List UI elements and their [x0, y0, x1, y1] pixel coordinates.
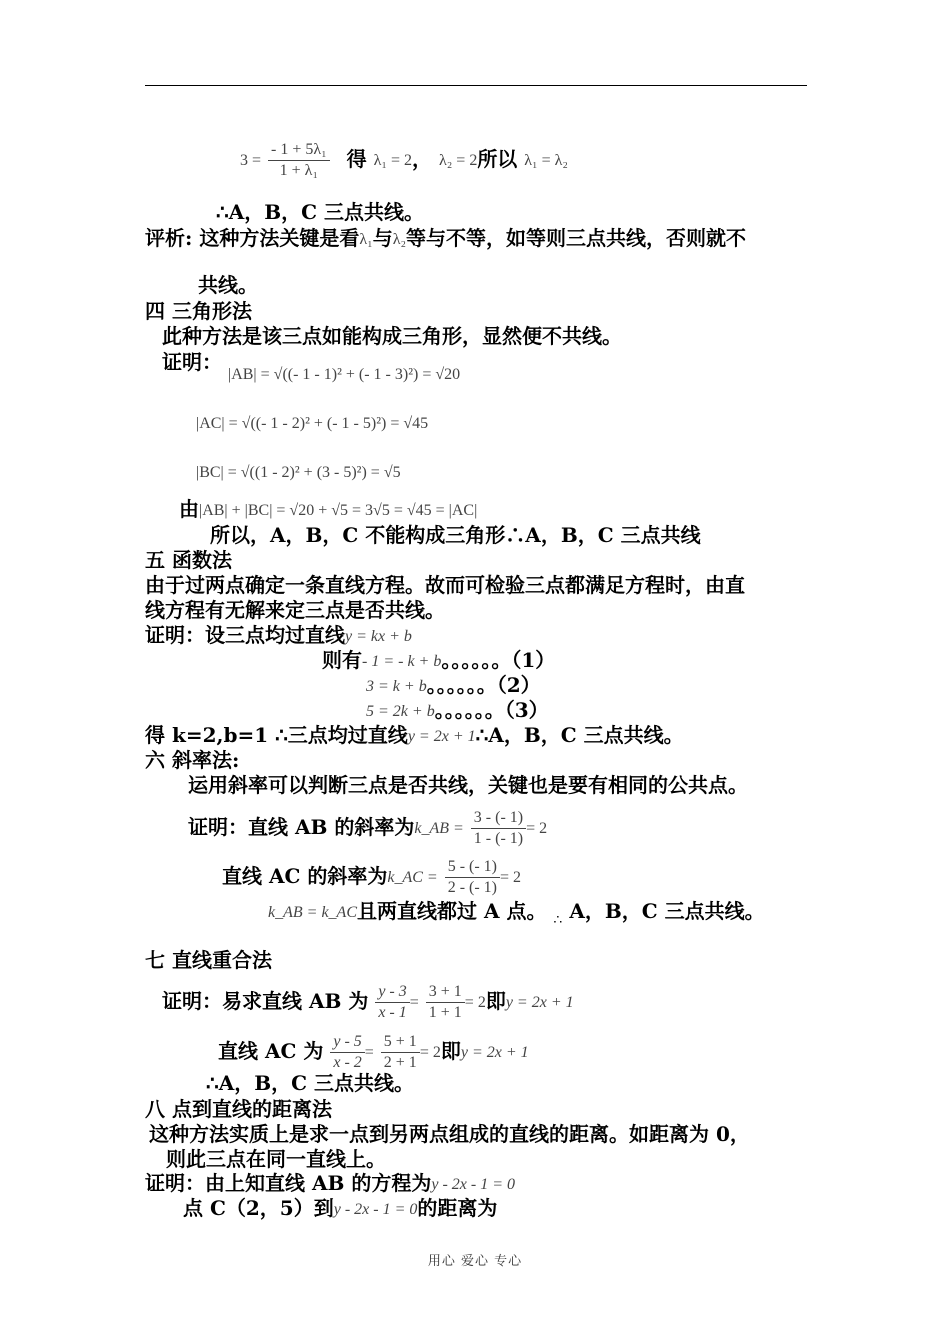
comment-cont: 共线。 [198, 273, 258, 297]
bc-length [196, 458, 401, 486]
section5-proof [145, 622, 412, 650]
result-text: 得 k=2,b=1 ∴三点均过直线 [145, 723, 408, 747]
kac-fraction: $\frac{5 - (- 1)}{2 - (- 1)}$ [445, 857, 500, 898]
ac-length [196, 409, 428, 437]
line-result: y = 2x + 1 [505, 993, 574, 1011]
slope-ac [222, 857, 521, 898]
slope-ab [188, 808, 547, 849]
section6-title: 六 斜率法: [145, 748, 240, 772]
header-rule [145, 85, 807, 86]
line-ab-text: 证明：易求直线 AB 为 [162, 989, 369, 1013]
slope-concl: A，B，C 三点共线。 [569, 899, 765, 923]
line-eq: y = kx + b [345, 627, 412, 645]
eq3: 5 = 2k + b [366, 702, 435, 720]
sum-formula: |AB| + |BC| = √20 + √5 = 3√5 = √45 = |AC| [199, 501, 478, 519]
proof-text: 证明：由上知直线 AB 的方程为 [145, 1171, 432, 1195]
comment-text-2: 等与不等，如等则三点共线，否则就不 [406, 226, 747, 250]
slope-ab-text: 证明：直线 AB 的斜率为 [188, 815, 415, 839]
result-line: y = 2x + 1 [407, 727, 476, 745]
eq1: - 1 = - k + b [362, 652, 442, 670]
num1: （1） [511, 648, 556, 672]
section6-desc: 运用斜率可以判断三点是否共线，关键也是要有相同的公共点。 [188, 773, 748, 797]
g-value: = 2 [419, 1043, 441, 1061]
equation-3 [366, 697, 549, 725]
g2-fraction: $\frac{5 + 1}{2 + 1}$ [381, 1032, 420, 1073]
slopes-equal: k_AB = k_AC [268, 903, 357, 921]
line-ac-text: 直线 AC 为 [218, 1039, 324, 1063]
ji-text: 即 [485, 989, 506, 1013]
point-text: 点 C（2，5）到 [183, 1196, 334, 1220]
conclusion-line: ∴A，B，C 三点共线。 [216, 200, 425, 224]
ji-text: 即 [440, 1039, 461, 1063]
ac-formula: |AC| = √((- 1 - 2)² + (- 1 - 5)²) = √45 [196, 414, 429, 432]
section7-conclusion: ∴A，B，C 三点共线。 [206, 1071, 415, 1095]
section8-desc2: 则此三点在同一直线上。 [166, 1147, 386, 1171]
equation-2 [366, 672, 541, 700]
zeyou-text: 则有 [322, 648, 362, 672]
therefore-symbol: ∴ [553, 912, 563, 928]
section4-desc: 此种方法是该三点如能构成三角形，显然便不共线。 [162, 324, 622, 348]
f2-fraction: $\frac{3 + 1}{1 + 1}$ [426, 982, 465, 1023]
section4-conclusion: 所以，A，B，C 不能构成三角形∴A，B，C 三点共线 [210, 523, 701, 547]
de-text: 得 [346, 147, 367, 171]
ab-length [228, 360, 460, 388]
dots: 。。。。。。 [434, 698, 505, 722]
f-value: = 2 [464, 993, 486, 1011]
num3: （3） [504, 698, 549, 722]
section4-title: 四 三角形法 [145, 299, 252, 323]
section8-desc1: 这种方法实质上是求一点到另两点组成的直线的距离。如距离为 0， [149, 1122, 750, 1146]
section5-desc2: 线方程有无解来定三点是否共线。 [145, 598, 445, 622]
g1-fraction: $\frac{y - 5}{x - 2}$ [330, 1032, 364, 1073]
section5-desc1: 由于过两点确定一条直线方程。故而可检验三点都满足方程时，由直 [145, 573, 745, 597]
f1-fraction: $\frac{y - 3}{x - 1}$ [375, 982, 409, 1023]
lambda-equal: λ₁ = λ₂ [524, 151, 568, 169]
section8-distance [183, 1195, 497, 1223]
yu-text: 与 [372, 226, 393, 250]
kac-label: k_AC = [387, 868, 438, 886]
comma: ， [411, 147, 432, 171]
section5-title: 五 函数法 [145, 548, 232, 572]
ab-formula: |AB| = √((- 1 - 1)² + (- 1 - 3)²) = √20 [228, 365, 461, 383]
line-ab: 证明：易求直线 AB 为 $\frac{y - 3}{x - 1}$ = $\frac{3 + 1}{1 + 1}$ = 2即y = 2x + 1 [162, 983, 574, 1021]
result-text-2: ∴A，B，C 三点共线。 [475, 723, 684, 747]
lambda2: λ₂ [392, 230, 407, 248]
line-ac: 直线 AC 为 $\frac{y - 5}{x - 2}$ = $\frac{5 + 1}{2 + 1}$ = 2即y = 2x + 1 [218, 1033, 529, 1071]
bc-formula: |BC| = √((1 - 2)² + (3 - 5)²) = √5 [196, 463, 401, 481]
section8-title: 八 点到直线的距离法 [145, 1097, 332, 1121]
comment-text: 评析: 这种方法关键是看 [145, 226, 360, 250]
you-text: 由 [179, 497, 199, 521]
section8-proof [145, 1170, 515, 1198]
sum-line [179, 496, 477, 524]
lambda-equation-line [240, 140, 568, 181]
ab-equation: y - 2x - 1 = 0 [431, 1175, 516, 1193]
kab-value: = 2 [526, 819, 548, 837]
slope-ac-text: 直线 AC 的斜率为 [222, 864, 388, 888]
slope-tail: 且两直线都过 A 点。 [357, 899, 547, 923]
slope-conclusion [268, 898, 765, 933]
eq-lhs: 3 = [240, 151, 262, 169]
suoyi-text: 所以 [477, 147, 518, 171]
proof-text: 证明：设三点均过直线 [145, 623, 345, 647]
section4-proof-label: 证明： [162, 350, 222, 374]
lambda2-value: λ₂ = 2 [438, 151, 478, 169]
line-eq: y - 2x - 1 = 0 [333, 1200, 418, 1218]
lambda-fraction: $\frac{\text{- 1 + 5λ₁}}{\text{1 + λ₁}}$ [268, 140, 330, 181]
section7-title: 七 直线重合法 [145, 948, 272, 972]
dots: 。。。。。。 [441, 648, 512, 672]
num2: （2） [496, 673, 541, 697]
lambda1-value: λ₁ = 2 [373, 151, 412, 169]
kab-label: k_AB = [414, 819, 464, 837]
section5-result [145, 722, 684, 750]
lambda1: λ₁ [359, 230, 373, 248]
distance-text: 的距离为 [417, 1196, 498, 1220]
kac-value: = 2 [500, 868, 522, 886]
page-footer: 用心 爱心 专心 [427, 1254, 523, 1269]
equation-1 [322, 647, 555, 675]
comment-line [145, 225, 746, 253]
kab-fraction: $\frac{3 - (- 1)}{1 - (- 1)}$ [471, 808, 526, 849]
eq2: 3 = k + b [366, 677, 427, 695]
line-result: y = 2x + 1 [460, 1043, 529, 1061]
dots: 。。。。。。 [426, 673, 497, 697]
